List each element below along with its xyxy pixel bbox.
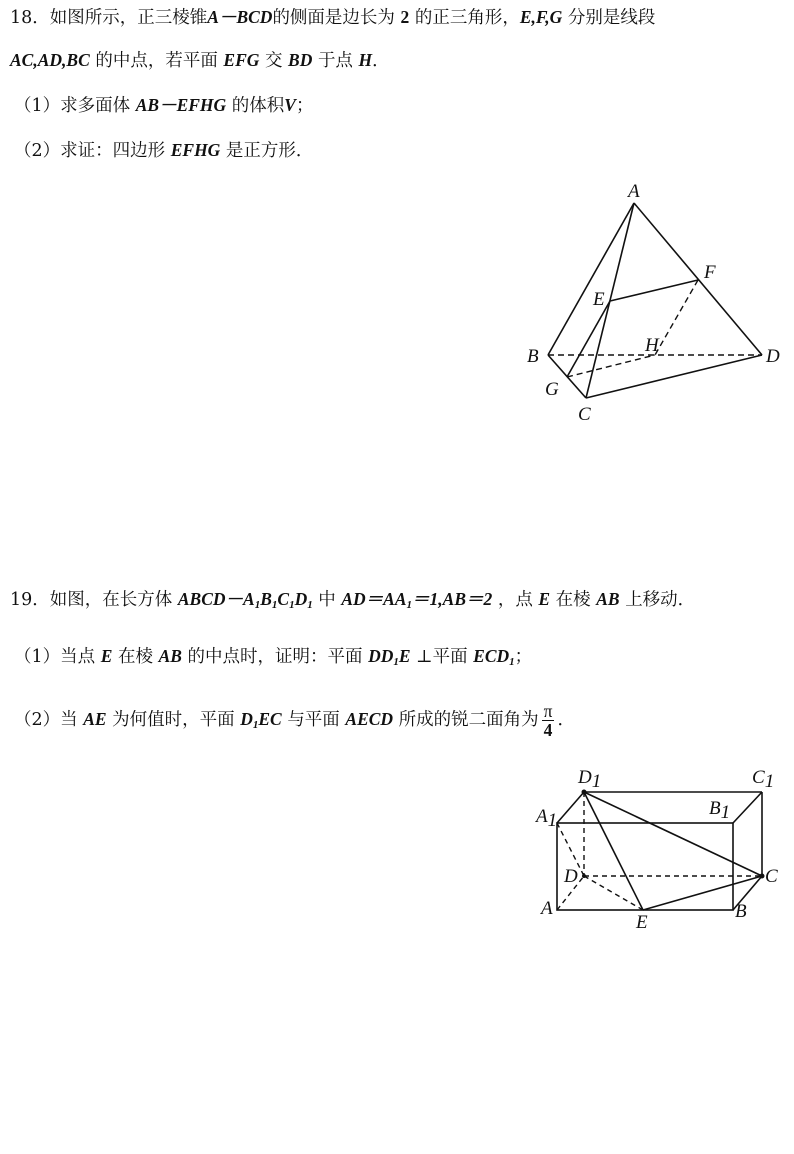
q19-plane-ecd1: $ECD_1$ — [473, 646, 515, 668]
label-c: C — [765, 866, 778, 887]
point-c — [760, 874, 765, 879]
q19-conditions: $AD=AA_1=1,AB=2$ — [341, 589, 493, 611]
q19-plane-d1ec: $D_1EC$ — [240, 709, 282, 731]
q18-text: 的正三角形， — [414, 8, 520, 28]
q19-part2-label: （2）当 — [14, 710, 78, 730]
q18-text: ． — [372, 51, 390, 71]
label-a: A — [541, 898, 553, 919]
q18-part2-label: （2）求证：四边形 — [14, 141, 166, 161]
segment-d1e — [584, 792, 643, 910]
q19-text: ⊥平面 — [416, 647, 468, 667]
q18-text: 如图所示，正三棱锥 — [49, 8, 208, 28]
q19-plane-aecd: AECD — [345, 709, 394, 729]
q19-text: 如图，在长方体 — [49, 590, 173, 610]
label-e: E — [593, 289, 605, 310]
label-b: B — [527, 346, 539, 367]
q19-edge-ab: AB — [158, 646, 182, 666]
q19-number: 19． — [10, 590, 50, 610]
point-d1 — [582, 790, 587, 795]
q19-text: 在棱 — [117, 647, 153, 667]
q19-text: 在棱 — [555, 590, 591, 610]
label-b: B — [735, 901, 747, 922]
point-d — [582, 874, 586, 878]
q19-segment-ae: AE — [83, 709, 107, 729]
q18-text: ； — [295, 96, 314, 116]
label-d1: D1 — [578, 767, 602, 792]
q18-polyhedron: AB－EFHG — [135, 95, 227, 115]
q18-plane: EFG — [223, 50, 260, 70]
q19-edge-ab: AB — [596, 589, 620, 609]
label-d: D — [564, 866, 578, 887]
q19-text: 上移动． — [625, 590, 696, 610]
q18-text: 的中点，若平面 — [95, 51, 218, 71]
q18-edge-length: 2 — [400, 7, 410, 27]
label-g: G — [545, 379, 559, 400]
label-c1: C1 — [752, 767, 775, 792]
q18-pyramid: A－BCD — [207, 7, 273, 27]
q19-text: ． — [557, 710, 575, 730]
q18-text: 的侧面是边长为 — [272, 8, 395, 28]
q18-part1-label: （1）求多面体 — [14, 96, 131, 116]
q18-text: 于点 — [317, 51, 353, 71]
q18-line-bd: BD — [288, 50, 313, 70]
label-b1: B1 — [709, 798, 731, 823]
q18-text: 的体积 — [231, 96, 285, 116]
q19-cuboid: $ABCD-A_1B_1C_1D_1$ — [177, 589, 313, 611]
q19-part1-label: （1）当点 — [14, 647, 96, 667]
q18-quadrilateral: EFHG — [170, 140, 221, 160]
q18-point-h: H — [358, 50, 373, 70]
q19-text: ； — [514, 647, 533, 667]
q19-plane-dd1e: $DD_1E$ — [368, 646, 411, 668]
q19-text: 为何值时，平面 — [112, 710, 235, 730]
q18-points: E,F,G — [519, 7, 563, 27]
label-c: C — [578, 404, 591, 425]
q18-text: 分别是线段 — [567, 8, 656, 28]
edge-b1c1 — [733, 792, 762, 823]
q18-text: 是正方形． — [225, 141, 314, 161]
q19-text: 的中点时，证明：平面 — [187, 647, 363, 667]
q18-text: 交 — [264, 51, 283, 71]
label-a1: A1 — [536, 806, 558, 831]
q19-fraction-pi-over-4: $\frac{\pi}{4}$ — [543, 701, 553, 740]
q19-point-e: E — [538, 589, 551, 609]
q18-segments: AC,AD,BC — [10, 50, 90, 70]
label-a: A — [628, 181, 640, 202]
q19-text: 中 — [318, 590, 336, 610]
q19-text: ，点 — [497, 590, 533, 610]
label-f: F — [704, 262, 716, 283]
q18-number: 18． — [10, 8, 50, 28]
q19-point-e: E — [100, 646, 113, 666]
q19-text: 与平面 — [287, 710, 340, 730]
edge-a1d1 — [557, 792, 584, 823]
label-h: H — [645, 335, 659, 356]
segment-d1c — [584, 792, 762, 876]
q19-text: 所成的锐二面角为 — [398, 710, 539, 730]
label-e: E — [636, 912, 648, 933]
label-d: D — [766, 346, 780, 367]
q18-volume: V — [284, 95, 296, 115]
